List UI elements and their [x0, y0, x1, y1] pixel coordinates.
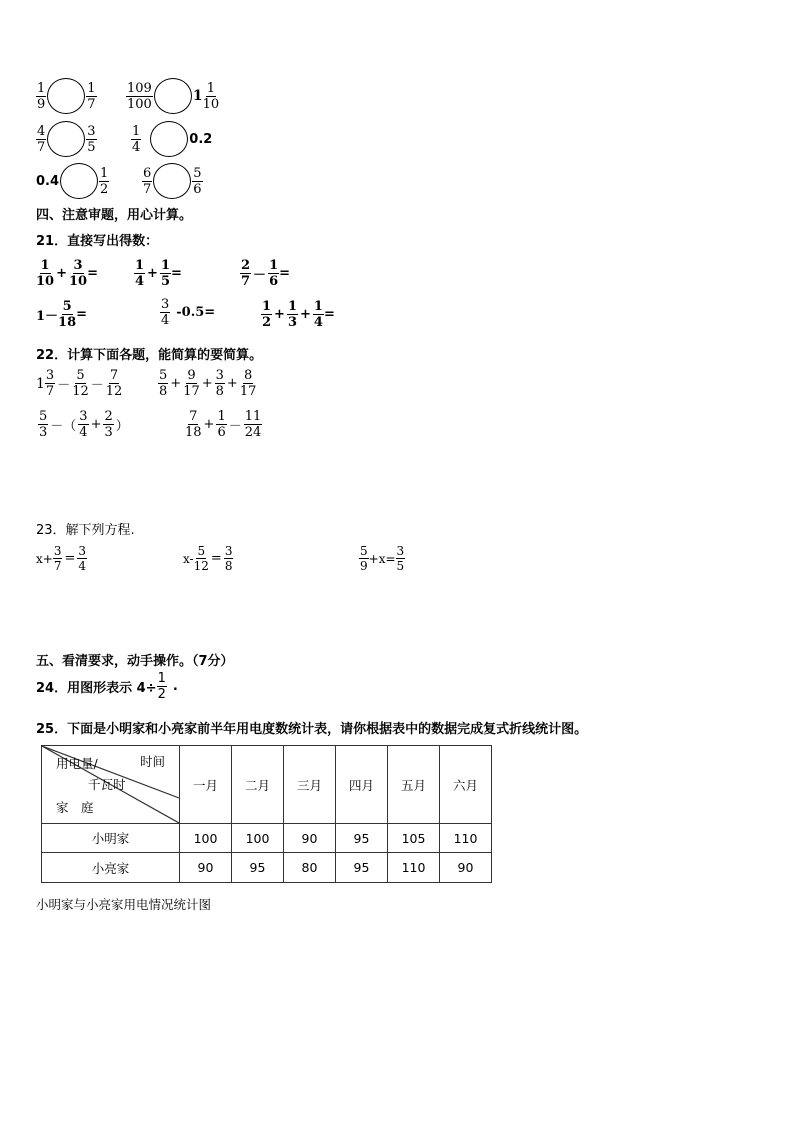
table-cell: 90	[284, 824, 336, 853]
operator: +	[90, 417, 102, 432]
operator: －（	[50, 419, 77, 434]
fraction: $\frac{2}{7}$	[241, 258, 251, 289]
corner-label-unit: 千瓦时	[88, 777, 126, 792]
decimal-value: 0.2	[189, 131, 213, 147]
table-header-month: 三月	[284, 746, 336, 824]
q22-title: 22．计算下面各题，能简算的要简算。	[36, 348, 263, 363]
fraction: $\frac{1}{6}$	[269, 258, 279, 289]
q24-period: .	[172, 679, 178, 694]
fraction: $\frac{3}{4}$	[78, 544, 87, 573]
mixed-whole: 1	[36, 375, 45, 392]
table-header-month: 二月	[232, 746, 284, 824]
q22-expr-4	[185, 410, 262, 439]
equals: =	[171, 266, 182, 281]
operator: +	[56, 266, 67, 281]
equals: =	[323, 307, 335, 322]
table-header-month: 四月	[336, 746, 388, 824]
q21-expr-3	[240, 259, 290, 288]
q22-expr-3	[38, 410, 131, 439]
fraction: $\frac{3}{7}$	[53, 544, 62, 573]
operator: －	[90, 378, 104, 393]
table-cell: 80	[284, 853, 336, 883]
fraction: $\frac{1}{2}$	[262, 299, 272, 330]
operator: +	[203, 417, 215, 432]
table-cell: 95	[232, 853, 284, 883]
electricity-usage-table	[41, 745, 492, 883]
fraction: $\frac{109}{100}$	[127, 80, 152, 112]
fraction: $\frac{3}{5}$	[396, 544, 405, 573]
corner-label-family: 家 庭	[56, 800, 94, 815]
operator: －	[253, 268, 267, 283]
q23-equation-3	[359, 545, 405, 572]
compare-row-3b	[142, 163, 203, 199]
compare-row-1b	[126, 78, 219, 114]
operator: +	[170, 376, 182, 391]
fraction: $\frac{5}{12}$	[72, 368, 89, 399]
q24-line	[36, 672, 178, 701]
fraction: $\frac{1}{10}$	[36, 258, 55, 289]
table-cell: 100	[180, 824, 232, 853]
compare-circle-blank[interactable]	[60, 163, 98, 199]
fraction: $\frac{3}{4}$	[161, 297, 170, 328]
operator: +	[147, 266, 158, 281]
q21-expr-6	[261, 300, 335, 329]
table-row	[42, 824, 492, 853]
decimal-value: 0.4	[36, 173, 60, 189]
fraction: $\frac{1}{2}$	[157, 671, 166, 702]
compare-row-2b	[131, 121, 212, 157]
q23-title: 23．解下列方程.	[36, 523, 135, 538]
q24-text: 24．用图形表示 4÷	[36, 681, 157, 696]
fraction: $\frac{3}{10}$	[69, 258, 88, 289]
q21-expr-5	[160, 298, 215, 327]
q25-title: 25．下面是小明家和小亮家前半年用电度数统计表，请你根据表中的数据完成复式折线统计图。	[36, 722, 588, 737]
fraction: $\frac{1}{10}$	[202, 80, 220, 112]
equals: =	[64, 551, 76, 566]
table-cell: 110	[388, 853, 440, 883]
fraction: $\frac{5}{18}$	[58, 299, 77, 330]
fraction: $\frac{3}{7}$	[45, 368, 55, 399]
table-row-label: 小亮家	[42, 853, 180, 883]
fraction: $\frac{2}{3}$	[104, 409, 113, 440]
compare-row-1	[36, 78, 97, 114]
table-cell: 105	[388, 824, 440, 853]
expression-prefix: 1－	[36, 309, 59, 324]
fraction: $\frac{1}{4}$	[313, 299, 323, 330]
close-paren: ）	[115, 419, 129, 434]
fraction: $\frac{5}{8}$	[159, 368, 168, 399]
fraction: $\frac{4}{7}$	[37, 123, 46, 155]
equals: =	[87, 266, 98, 281]
table-header-month: 一月	[180, 746, 232, 824]
fraction: $\frac{11}{24}$	[244, 409, 262, 440]
chart-title: 小明家与小亮家用电情况统计图	[36, 897, 212, 912]
q22-expr-2	[158, 369, 256, 398]
table-cell: 110	[440, 824, 492, 853]
mixed-whole: 1	[192, 88, 203, 104]
fraction: $\frac{9}{17}$	[183, 368, 200, 399]
table-cell: 95	[336, 853, 388, 883]
fraction: $\frac{1}{3}$	[287, 299, 297, 330]
table-header-month: 五月	[388, 746, 440, 824]
q21-expr-2	[134, 259, 182, 288]
fraction: $\frac{7}{18}$	[185, 409, 202, 440]
equals: =	[279, 266, 291, 281]
fraction: $\frac{3}{5}$	[87, 123, 96, 155]
fraction: $\frac{8}{17}$	[239, 368, 257, 399]
operator: +	[226, 376, 238, 391]
fraction: $\frac{3}{4}$	[79, 409, 88, 440]
compare-circle-blank[interactable]	[153, 163, 191, 199]
equation-middle: +x=	[368, 551, 396, 566]
q21-expr-4	[36, 300, 87, 329]
equation-prefix: x-	[183, 551, 194, 566]
fraction: $\frac{5}{6}$	[193, 165, 202, 197]
table-cell: 90	[440, 853, 492, 883]
table-cell: 100	[232, 824, 284, 853]
fraction: $\frac{1}{6}$	[217, 409, 226, 440]
fraction: $\frac{5}{9}$	[360, 544, 368, 573]
fraction: $\frac{1}{5}$	[160, 258, 170, 289]
fraction: $\frac{3}{8}$	[215, 368, 224, 399]
q22-expr-1	[36, 369, 122, 398]
compare-circle-blank[interactable]	[47, 78, 85, 114]
fraction: $\frac{5}{12}$	[193, 544, 209, 573]
compare-circle-blank[interactable]	[154, 78, 192, 114]
compare-circle-blank[interactable]	[150, 121, 188, 157]
corner-label-time: 时间	[140, 754, 166, 769]
section-4-heading: 四、注意审题，用心计算。	[36, 208, 193, 223]
operator: +	[201, 376, 213, 391]
table-row	[42, 853, 492, 883]
equation-prefix: x+	[36, 551, 53, 566]
fraction: $\frac{6}{7}$	[143, 165, 152, 197]
corner-label-usage: 用电量/	[56, 756, 98, 771]
fraction: $\frac{1}{7}$	[87, 80, 96, 112]
q21-expr-1	[36, 259, 98, 288]
operator: +	[300, 307, 311, 322]
q21-title: 21．直接写出得数：	[36, 234, 159, 249]
equals: =	[76, 307, 88, 322]
q23-equation-2	[183, 545, 233, 572]
operator: －	[57, 378, 71, 393]
equals: =	[210, 551, 222, 566]
fraction: $\frac{1}{4}$	[135, 258, 145, 289]
fraction: $\frac{3}{8}$	[224, 544, 233, 573]
compare-circle-blank[interactable]	[47, 121, 85, 157]
compare-row-2	[36, 121, 97, 157]
fraction: $\frac{1}{2}$	[100, 165, 109, 197]
expression-suffix: -0.5=	[176, 305, 216, 320]
operator: +	[274, 307, 285, 322]
fraction: $\frac{1}{9}$	[37, 80, 46, 112]
fraction: $\frac{7}{12}$	[105, 368, 123, 399]
fraction: $\frac{5}{3}$	[39, 409, 48, 440]
fraction: $\frac{1}{4}$	[132, 123, 141, 155]
q23-equation-1	[36, 545, 87, 572]
table-corner-cell	[42, 746, 180, 824]
operator: －	[228, 419, 242, 434]
table-header-month: 六月	[440, 746, 492, 824]
compare-row-3	[36, 163, 109, 199]
table-header-row	[42, 746, 492, 824]
table-cell: 90	[180, 853, 232, 883]
section-5-heading: 五、看清要求，动手操作。（7分）	[36, 654, 234, 669]
table-row-label: 小明家	[42, 824, 180, 853]
table-cell: 95	[336, 824, 388, 853]
